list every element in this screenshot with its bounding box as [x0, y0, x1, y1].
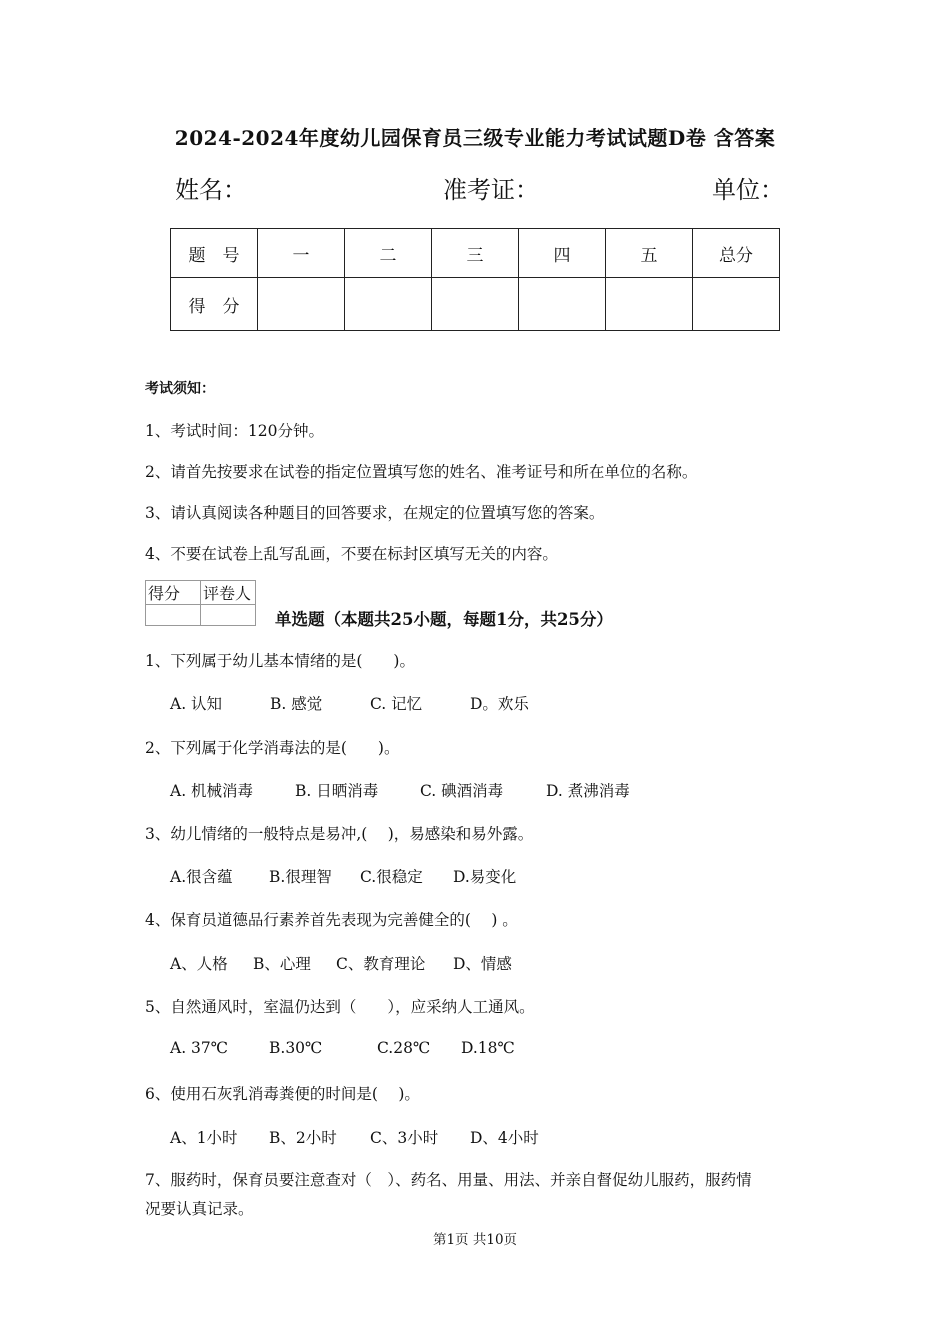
- unit-field-label: 单位：: [712, 176, 784, 204]
- option: A.很含蕴: [170, 868, 233, 886]
- option: C、教育理论: [336, 955, 426, 973]
- score-header-cell: 一: [258, 229, 345, 278]
- score-table-score-row: [171, 278, 780, 331]
- score-cell: [432, 278, 519, 331]
- option: B.30℃: [269, 1039, 323, 1057]
- section-title: 单选题（本题共25小题，每题1分，共25分）: [275, 610, 613, 629]
- grader-reviewer-label: 评卷人: [201, 581, 256, 605]
- option: D.易变化: [453, 868, 517, 886]
- score-header-cell: 总分: [693, 229, 780, 278]
- option: B、2小时: [269, 1129, 337, 1147]
- exam-id-field-label: 准考证：: [443, 176, 539, 204]
- notice-item: 3、请认真阅读各种题目的回答要求，在规定的位置填写您的答案。: [145, 504, 605, 522]
- notice-heading: 考试须知：: [145, 381, 215, 397]
- notice-item: 4、不要在试卷上乱写乱画，不要在标封区填写无关的内容。: [145, 545, 558, 563]
- option: C.很稳定: [360, 868, 423, 886]
- score-header-cell: 题 号: [171, 229, 258, 278]
- option: A、人格: [170, 955, 228, 973]
- name-field-label: 姓名：: [175, 176, 247, 204]
- score-header-cell: 二: [345, 229, 432, 278]
- option: B. 日晒消毒: [295, 782, 379, 800]
- score-header-cell: 三: [432, 229, 519, 278]
- option: B、心理: [253, 955, 311, 973]
- option: A、1小时: [170, 1129, 238, 1147]
- option: D.18℃: [461, 1039, 515, 1057]
- score-cell: [606, 278, 693, 331]
- option: C、3小时: [370, 1129, 439, 1147]
- score-cell: [258, 278, 345, 331]
- question-text: 7、服药时，保育员要注意查对（ ）、药名、用量、用法、并亲自督促幼儿服药，服药情: [145, 1171, 752, 1189]
- option: A. 37℃: [170, 1039, 229, 1057]
- option: D、情感: [453, 955, 512, 973]
- option: C. 记忆: [370, 695, 423, 713]
- score-header-cell: 四: [519, 229, 606, 278]
- question-text: 5、自然通风时，室温仍达到（ ），应采纳人工通风。: [145, 998, 535, 1016]
- option: C. 碘酒消毒: [420, 782, 504, 800]
- score-cell: [693, 278, 780, 331]
- option: B.很理智: [269, 868, 332, 886]
- grader-score-cell: [146, 605, 201, 626]
- page-footer: 第1页 共10页: [432, 1232, 518, 1248]
- question-text: 4、保育员道德品行素养首先表现为完善健全的( ) 。: [145, 911, 518, 929]
- notice-item: 1、考试时间：120分钟。: [145, 422, 324, 440]
- option: D、4小时: [470, 1129, 539, 1147]
- option: A. 认知: [170, 695, 223, 713]
- notice-item: 2、请首先按要求在试卷的指定位置填写您的姓名、准考证号和所在单位的名称。: [145, 463, 698, 481]
- question-text: 6、使用石灰乳消毒粪便的时间是( )。: [145, 1085, 420, 1103]
- score-row-label: 得 分: [171, 278, 258, 331]
- page-title: 2024-2024年度幼儿园保育员三级专业能力考试试题D卷 含答案: [174, 126, 776, 150]
- score-table-header-row: [171, 229, 780, 278]
- option: D. 煮沸消毒: [546, 782, 630, 800]
- grader-box: [145, 580, 256, 626]
- option: C.28℃: [377, 1039, 431, 1057]
- option: A. 机械消毒: [170, 782, 254, 800]
- question-text-continued: 况要认真记录。: [145, 1200, 254, 1218]
- question-text: 3、幼儿情绪的一般特点是易冲,( )，易感染和易外露。: [145, 825, 534, 843]
- option: B. 感觉: [270, 695, 323, 713]
- score-header-cell: 五: [606, 229, 693, 278]
- question-text: 2、下列属于化学消毒法的是( )。: [145, 739, 400, 757]
- score-table: [170, 228, 780, 331]
- option: D。欢乐: [470, 695, 529, 713]
- question-text: 1、下列属于幼儿基本情绪的是( )。: [145, 652, 415, 670]
- score-cell: [519, 278, 606, 331]
- grader-reviewer-cell: [201, 605, 256, 626]
- grader-score-label: 得分: [146, 581, 201, 605]
- score-cell: [345, 278, 432, 331]
